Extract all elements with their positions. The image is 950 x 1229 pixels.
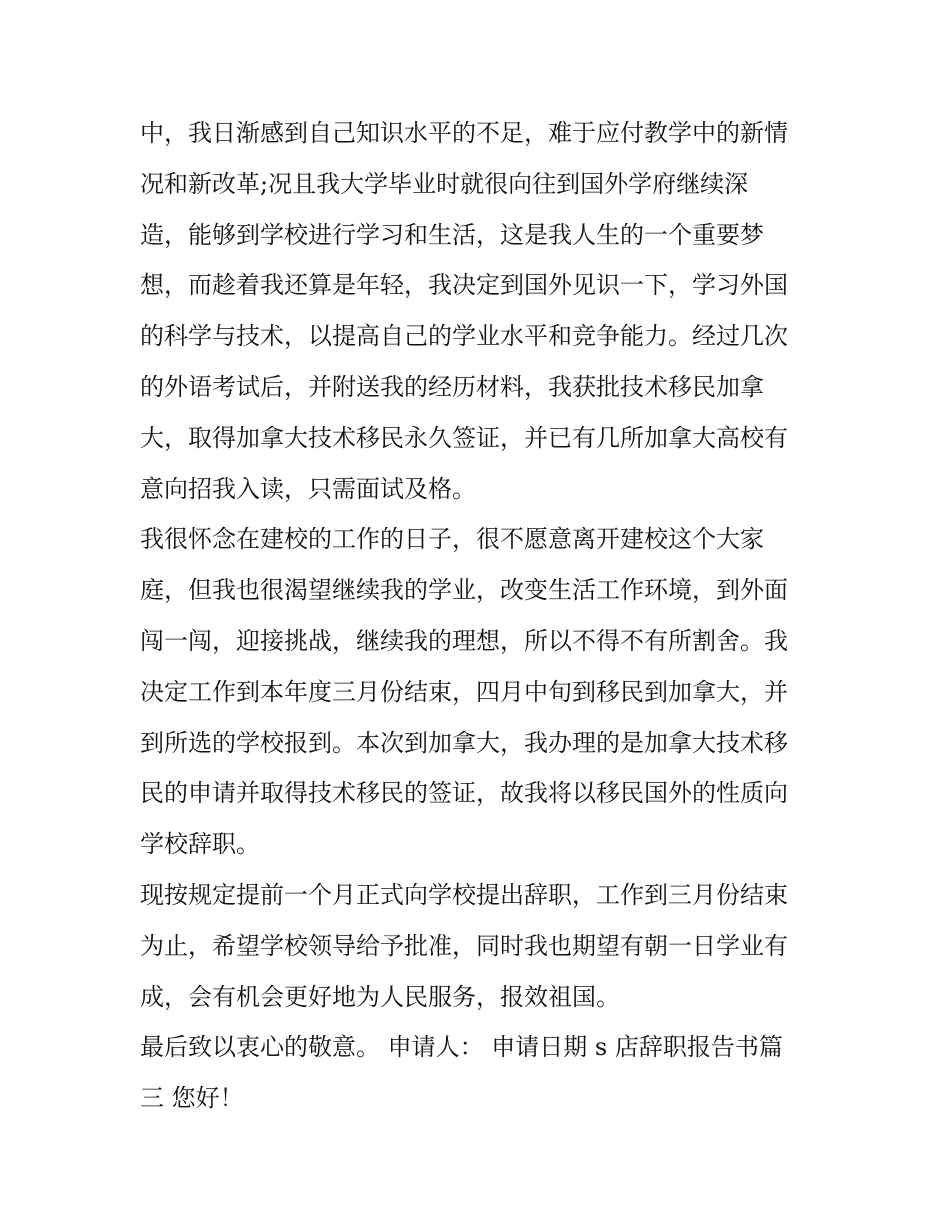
text-line-8: 意向招我入读，只需面试及格。 — [140, 474, 476, 503]
text-line-4: 想，而趁着我还算是年轻，我决定到国外见识一下，学习外国 — [140, 271, 788, 300]
text-line-6: 的外语考试后，并附送我的经历材料，我获批技术移民加拿 — [140, 372, 764, 401]
text-line-9: 我很怀念在建校的工作的日子，很不愿意离开建校这个大家 — [140, 525, 764, 554]
text-line-18: 成，会有机会更好地为人民服务，报效祖国。 — [140, 982, 620, 1011]
text-line-20: 三 您好！ — [140, 1084, 244, 1113]
text-line-19: 最后致以衷心的敬意。 申请人： 申请日期 s 店辞职报告书篇 — [140, 1033, 783, 1062]
text-line-12: 决定工作到本年度三月份结束，四月中旬到移民到加拿大，并 — [140, 677, 788, 706]
text-line-1: 中，我日渐感到自己知识水平的不足，难于应付教学中的新情 — [140, 119, 788, 147]
text-line-2: 况和新改革;况且我大学毕业时就很向往到国外学府继续深 — [140, 169, 749, 198]
text-line-7: 大，取得加拿大技术移民永久签证，并已有几所加拿大高校有 — [140, 423, 788, 452]
text-line-16: 现按规定提前一个月正式向学校提出辞职，工作到三月份结束 — [140, 880, 788, 909]
text-line-10: 庭，但我也很渴望继续我的学业，改变生活工作环境，到外面 — [140, 576, 788, 605]
text-line-5: 的科学与技术，以提高自己的学业水平和竞争能力。经过几次 — [140, 322, 788, 351]
text-line-15: 学校辞职。 — [140, 830, 260, 859]
text-line-14: 民的申请并取得技术移民的签证，故我将以移民国外的性质向 — [140, 779, 788, 808]
text-line-11: 闯一闯，迎接挑战，继续我的理想，所以不得不有所割舍。我 — [140, 626, 788, 655]
text-line-3: 造，能够到学校进行学习和生活，这是我人生的一个重要梦 — [140, 220, 764, 249]
text-line-13: 到所选的学校报到。本次到加拿大，我办理的是加拿大技术移 — [140, 728, 788, 757]
text-line-17: 为止，希望学校领导给予批准，同时我也期望有朝一日学业有 — [140, 931, 788, 960]
resignation-letter-text — [140, 108, 820, 1124]
